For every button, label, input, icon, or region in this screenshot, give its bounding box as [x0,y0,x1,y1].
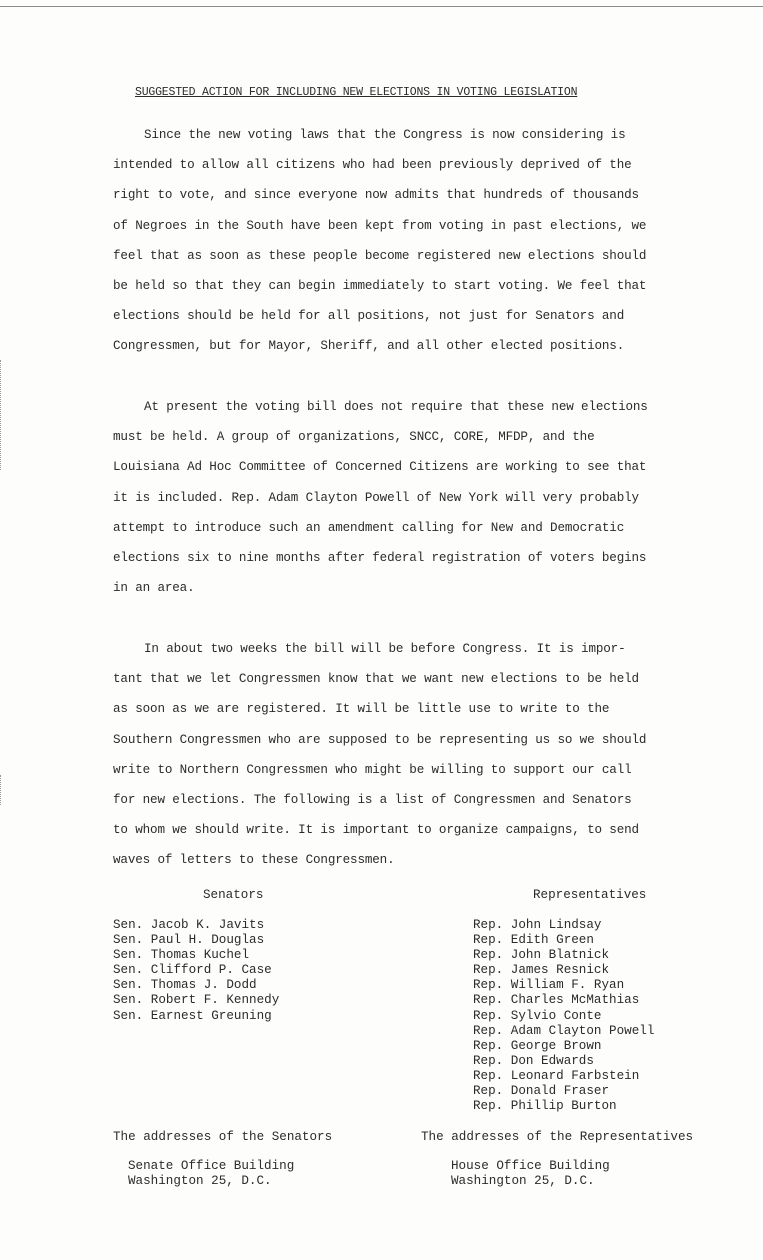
paragraph-line: in an area. [113,581,195,596]
paragraph-line: as soon as we are registered. It will be little use to write to the [113,702,610,717]
paragraph-line: right to vote, and since everyone now admits that hundreds of thousands [113,188,639,203]
representative-name: Rep. Phillip Burton [473,1099,617,1114]
paragraph-line: for new elections. The following is a list of Congressmen and Senators [113,792,632,807]
representative-name: Rep. Leonard Farbstein [473,1068,640,1083]
senator-name: Sen. Thomas Kuchel [113,948,250,963]
representatives-heading: Representatives [533,888,647,902]
representative-name: Rep. Adam Clayton Powell [473,1023,655,1038]
paragraph-line: At present the voting bill does not require that these new elections [144,400,648,414]
paragraph-line: must be held. A group of organizations, SNCC, CORE, MFDP, and the [113,430,595,445]
representative-name: Rep. Edith Green [473,933,594,948]
page-title: SUGGESTED ACTION FOR INCLUDING NEW ELECTIONS IN VOTING LEGISLATION [135,86,578,99]
margin-punch-marks-lower [0,775,7,805]
senator-name: Sen. Paul H. Douglas [113,933,265,948]
paragraph-line: tant that we let Congressmen know that we want new elections to be held [113,672,639,687]
paragraph-line: waves of letters to these Congressmen. [113,853,395,868]
senator-name: Sen. Thomas J. Dodd [113,978,257,993]
senators-address-line-1: Senate Office Building [128,1159,295,1173]
representatives-address-heading: The addresses of the Representatives [421,1130,694,1144]
paragraph-line: be held so that they can begin immediately to start voting. We feel that [113,278,647,293]
senators-address-heading: The addresses of the Senators [113,1130,333,1144]
paragraph-line: feel that as soon as these people become registered new elections should [113,248,647,263]
paragraph-line: elections six to nine months after federal registration of voters begins [113,550,647,565]
senator-name: Sen. Clifford P. Case [113,963,272,978]
paragraph-line: Southern Congressmen who are supposed to be representing us so we should [113,732,647,747]
paragraph-2 [113,400,673,611]
paragraph-line: write to Northern Congressmen who might be willing to support our call [113,762,632,777]
senators-list [113,918,279,1024]
senator-name: Sen. Robert F. Kennedy [113,993,280,1008]
paragraph-3 [113,642,673,884]
paragraph-1 [113,128,673,370]
paragraph-line: intended to allow all citizens who had been previously deprived of the [113,158,632,173]
paragraph-line: elections should be held for all positions, not just for Senators and [113,309,625,324]
paragraph-line: In about two weeks the bill will be before Congress. It is impor- [144,642,626,656]
representative-name: Rep. Sylvio Conte [473,1008,602,1023]
margin-punch-marks-upper [0,360,7,470]
senator-name: Sen. Earnest Greuning [113,1008,272,1023]
paragraph-line: Congressmen, but for Mayor, Sheriff, and all other elected positions. [113,339,625,354]
representative-name: Rep. George Brown [473,1038,602,1053]
representatives-address-line-2: Washington 25, D.C. [451,1174,595,1188]
representatives-list [473,918,654,1114]
paragraph-line: Since the new voting laws that the Congress is now considering is [144,128,626,142]
senators-address-line-2: Washington 25, D.C. [128,1174,272,1188]
representatives-address-line-1: House Office Building [451,1159,610,1173]
paragraph-line: to whom we should write. It is important to organize campaigns, to send [113,823,639,838]
representative-name: Rep. John Lindsay [473,918,602,932]
paragraph-line: attempt to introduce such an amendment calling for New and Democratic [113,520,625,535]
representative-name: Rep. Charles McMathias [473,993,640,1008]
paragraph-line: of Negroes in the South have been kept from voting in past elections, we [113,218,647,233]
representative-name: Rep. Don Edwards [473,1053,594,1068]
paragraph-line: it is included. Rep. Adam Clayton Powell of New York will very probably [113,490,639,505]
representative-name: Rep. John Blatnick [473,948,610,963]
top-edge-rule [0,6,763,7]
senators-heading: Senators [203,888,264,902]
paragraph-line: Louisiana Ad Hoc Committee of Concerned Citizens are working to see that [113,460,647,475]
senator-name: Sen. Jacob K. Javits [113,918,265,932]
representative-name: Rep. William F. Ryan [473,978,625,993]
representative-name: Rep. James Resnick [473,963,610,978]
representative-name: Rep. Donald Fraser [473,1084,610,1099]
